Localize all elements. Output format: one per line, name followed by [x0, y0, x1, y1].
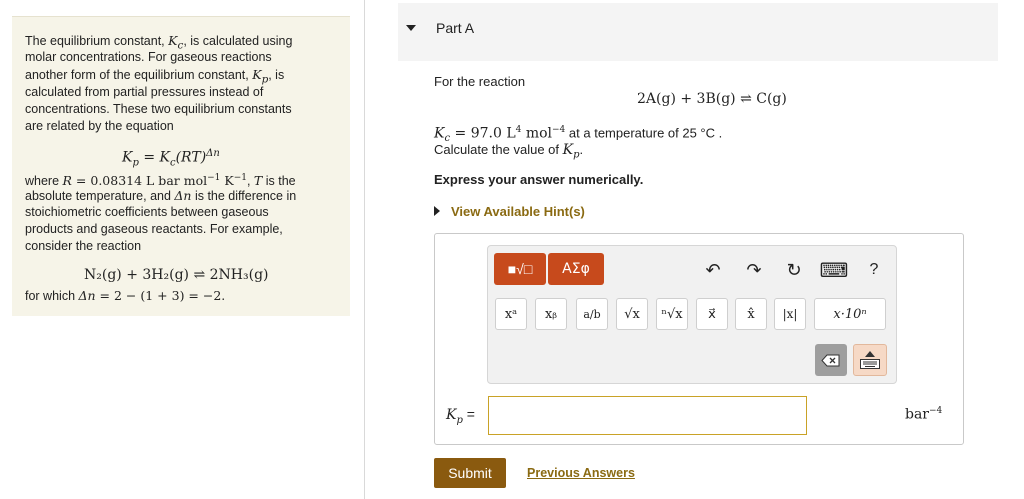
- kc-statement: $K_c = 97.0$ $L^4$ mol$^{-4}$ at a temperature of 25 °C .: [434, 125, 723, 144]
- superscript-key[interactable]: xᵃ: [495, 298, 527, 330]
- intro-line: for which Δn = 2 − (1 + 3) = −2.: [25, 288, 226, 303]
- symbols-tab[interactable]: ΑΣφ: [548, 253, 604, 285]
- chevron-up-icon: [865, 351, 875, 357]
- intro-line: products and gaseous reactants. For example,: [25, 222, 283, 236]
- collapse-caret-icon[interactable]: [406, 25, 416, 31]
- intro-line: calculated from partial pressures instead of: [25, 85, 264, 99]
- keyboard-icon[interactable]: ⌨: [819, 259, 849, 282]
- kp-answer-input[interactable]: [488, 396, 807, 435]
- keyboard-small-icon: [860, 359, 880, 369]
- view-hints-link[interactable]: View Available Hint(s): [451, 204, 585, 219]
- intro-panel: [12, 16, 350, 316]
- scientific-notation-key[interactable]: x·10ⁿ: [814, 298, 886, 330]
- undo-icon[interactable]: ↶: [705, 259, 721, 280]
- intro-line: are related by the equation: [25, 119, 174, 133]
- absolute-value-key[interactable]: |x|: [774, 298, 806, 330]
- nth-root-key[interactable]: ⁿ√x: [656, 298, 688, 330]
- submit-button[interactable]: Submit: [434, 458, 506, 488]
- unit-vector-key[interactable]: x̂: [735, 298, 767, 330]
- part-title: Part A: [436, 20, 475, 36]
- intro-line: consider the reaction: [25, 239, 142, 253]
- hint-expand-icon[interactable]: [434, 206, 440, 216]
- question-intro: For the reaction: [434, 74, 526, 89]
- intro-line: stoichiometric coefficients between gaseous: [25, 205, 269, 219]
- backspace-button[interactable]: [815, 344, 847, 376]
- previous-answers-link[interactable]: Previous Answers: [527, 466, 635, 480]
- sqrt-key[interactable]: √x: [616, 298, 648, 330]
- templates-tab[interactable]: ■√□: [494, 253, 546, 285]
- calculate-prompt: Calculate the value of $K_p$.: [434, 142, 584, 161]
- help-icon[interactable]: ?: [869, 261, 879, 278]
- answer-unit: bar$^{-4}$: [905, 406, 943, 423]
- intro-line: The equilibrium constant, $K_c$, is calculated using: [25, 33, 293, 52]
- intro-line: absolute temperature, and Δn is the difference in: [25, 188, 297, 203]
- reset-icon[interactable]: ↻: [786, 259, 802, 280]
- vector-key[interactable]: x⃗: [696, 298, 728, 330]
- express-instruction: Express your answer numerically.: [434, 172, 644, 187]
- kp-kc-equation: $K_p = K_c(RT)^{\Delta n}$: [122, 148, 220, 169]
- redo-icon[interactable]: ↷: [746, 259, 762, 280]
- question-reaction: 2A(g) + 3B(g) ⇌ C(g): [637, 91, 787, 107]
- backspace-icon: [821, 354, 841, 367]
- example-reaction: N₂(g) + 3H₂(g) ⇌ 2NH₃(g): [84, 267, 269, 283]
- intro-line: where R = 0.08314 L bar mol$^{-1}$ $K^{-1}$, T is the: [25, 173, 296, 189]
- subscript-key[interactable]: xᵦ: [535, 298, 567, 330]
- fraction-key[interactable]: a/b: [576, 298, 608, 330]
- intro-line: another form of the equilibrium constant, $K_p$, is: [25, 67, 285, 86]
- column-divider: [364, 0, 365, 499]
- part-a-header[interactable]: [398, 3, 998, 61]
- keyboard-toggle-button[interactable]: [853, 344, 887, 376]
- answer-label: $K_p$ =: [446, 406, 475, 426]
- intro-line: concentrations. These two equilibrium constants: [25, 102, 292, 116]
- intro-line: molar concentrations. For gaseous reactions: [25, 50, 272, 64]
